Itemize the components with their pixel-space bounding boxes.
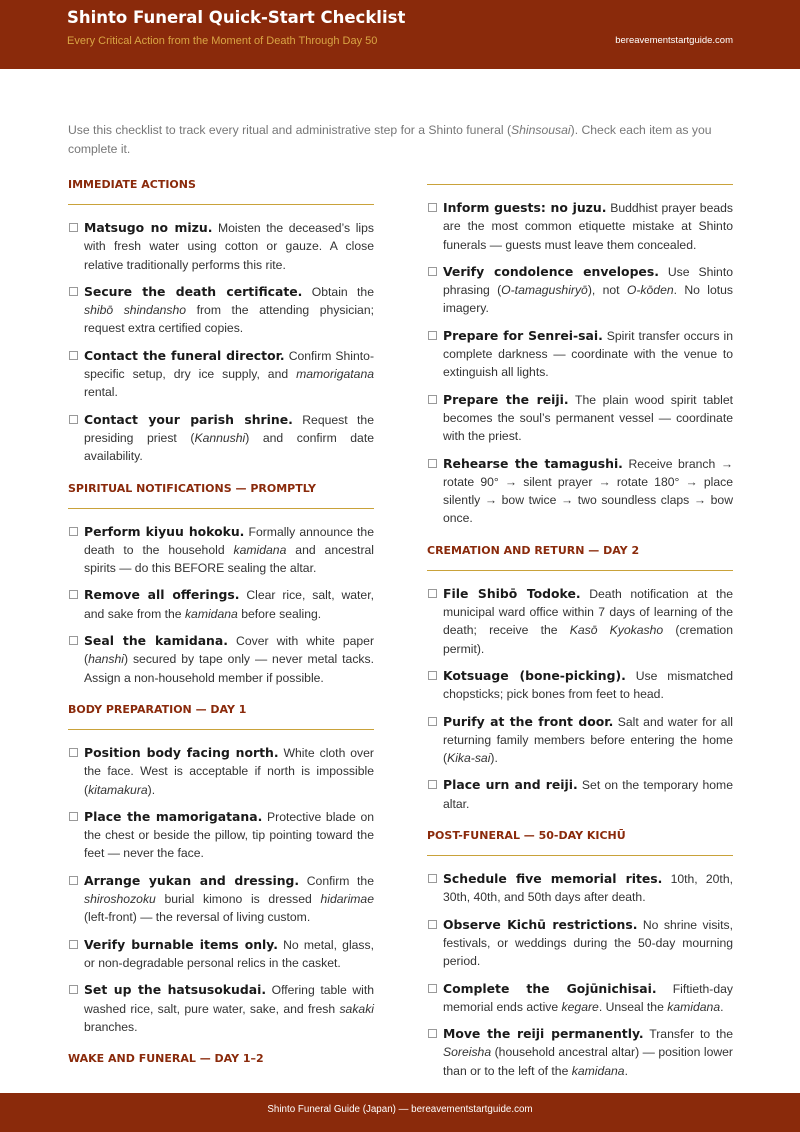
checkbox[interactable] bbox=[428, 920, 437, 929]
item-title: Position body facing north. bbox=[84, 744, 279, 760]
item-term: kamidana bbox=[184, 606, 238, 621]
checkbox[interactable] bbox=[69, 636, 78, 645]
checkbox[interactable] bbox=[428, 267, 437, 276]
item-term: Kannushi bbox=[194, 430, 246, 445]
intro-text bbox=[68, 121, 732, 159]
page-subtitle: Every Critical Action from the Moment of Death Through Day 50 bbox=[67, 35, 378, 47]
page-title: Shinto Funeral Quick-Start Checklist bbox=[67, 8, 406, 27]
item-text: White cloth over the face. West is acceptable if north is impossible ( bbox=[84, 745, 374, 797]
item-text: 10th, 20th, 30th, 40th, and 50th days after death. bbox=[443, 872, 733, 905]
item-title: Arrange yukan and dressing. bbox=[84, 872, 300, 888]
item-term: kitamakura bbox=[88, 782, 148, 797]
checklist-item bbox=[68, 347, 374, 402]
checklist-item bbox=[427, 870, 733, 907]
checklist-item bbox=[68, 283, 374, 338]
item-term: Kasō Kyokasho bbox=[569, 623, 664, 638]
checkbox[interactable] bbox=[428, 984, 437, 993]
item-text: Offering table with washed rice, salt, pure water, sake, and fresh bbox=[84, 983, 374, 1016]
section-divider bbox=[68, 729, 374, 730]
checkbox[interactable] bbox=[69, 940, 78, 949]
left-column bbox=[68, 178, 374, 1082]
item-title: Complete the Gojūnichisai. bbox=[443, 980, 657, 996]
item-text: . bbox=[720, 999, 724, 1014]
checkbox[interactable] bbox=[69, 590, 78, 599]
item-title: Seal the kamidana. bbox=[84, 633, 228, 649]
item-title: Perform kiyuu hokoku. bbox=[84, 523, 245, 539]
item-title: Place the mamorigatana. bbox=[84, 808, 263, 824]
item-text: Obtain the bbox=[311, 284, 374, 299]
checkbox[interactable] bbox=[69, 351, 78, 360]
checklist-section bbox=[427, 544, 733, 813]
checkbox[interactable] bbox=[69, 223, 78, 232]
checklist-item bbox=[68, 808, 374, 863]
checkbox[interactable] bbox=[69, 985, 78, 994]
checkbox[interactable] bbox=[428, 395, 437, 404]
item-title: Observe Kichū restrictions. bbox=[443, 916, 638, 932]
item-text: Use this checklist to track every ritual and administrative step for a Shinto funeral ( bbox=[68, 123, 512, 137]
item-title: Verify condolence envelopes. bbox=[443, 263, 659, 279]
section-title: WAKE AND FUNERAL — DAY 1–2 bbox=[68, 1052, 264, 1066]
item-title: Secure the death certificate. bbox=[84, 283, 303, 299]
item-text: . Unseal the bbox=[598, 999, 668, 1014]
site-url[interactable]: bereavementstartguide.com bbox=[615, 35, 733, 46]
checklist-item bbox=[68, 586, 374, 623]
item-text: from the attending physician; request extra certified copies. bbox=[84, 303, 374, 336]
item-term: kegare bbox=[561, 999, 599, 1014]
checkbox[interactable] bbox=[428, 589, 437, 598]
item-text: Receive branch → rotate 90° → silent prayer → rotate 180° → place silently → bow twice → two soundless claps → bow once. bbox=[443, 456, 734, 526]
checklist-item bbox=[68, 981, 374, 1036]
item-term: kamidana bbox=[233, 542, 287, 557]
section-divider bbox=[427, 855, 733, 856]
item-text: (left-front) — the reversal of living custom. bbox=[84, 910, 311, 925]
checklist-item bbox=[427, 667, 733, 704]
item-text: ). bbox=[490, 751, 498, 766]
section-divider bbox=[427, 570, 733, 571]
item-text: Formally announce the death to the household bbox=[84, 524, 374, 557]
checklist-section bbox=[68, 482, 374, 687]
checkbox[interactable] bbox=[428, 671, 437, 680]
checklist-item bbox=[427, 776, 733, 813]
checkbox[interactable] bbox=[69, 876, 78, 885]
item-text: Moisten the deceased’s lips with fresh water using cotton or gauze. A close relative traditionally performs this rite. bbox=[84, 221, 374, 272]
section-title: SPIRITUAL NOTIFICATIONS — PROMPTLY bbox=[68, 481, 316, 495]
item-term: sakaki bbox=[339, 1001, 374, 1016]
item-title: Remove all offerings. bbox=[84, 587, 240, 603]
section-divider bbox=[68, 204, 374, 205]
item-text: Buddhist prayer beads are the most common etiquette mistake at Shinto funerals — guests must leave them concealed. bbox=[443, 201, 733, 252]
item-text: ) secured by tape only — never metal tacks. Assign a non-household member if possible. bbox=[84, 652, 374, 685]
item-text: before sealing. bbox=[237, 606, 322, 621]
item-text: burial kimono is dressed bbox=[155, 892, 321, 907]
item-title: Verify burnable items only. bbox=[84, 936, 278, 952]
item-term: Shinsousai bbox=[511, 123, 571, 137]
item-title: Purify at the front door. bbox=[443, 713, 614, 729]
checklist-item bbox=[68, 411, 374, 466]
checklist-section bbox=[68, 1052, 374, 1066]
checklist-item bbox=[68, 523, 374, 578]
checkbox[interactable] bbox=[428, 1029, 437, 1038]
item-title: Place urn and reiji. bbox=[443, 777, 578, 793]
checklist-item bbox=[427, 263, 733, 318]
section-title: POST-FUNERAL — 50-DAY KICHŪ bbox=[427, 829, 626, 843]
checklist-item bbox=[68, 936, 374, 973]
item-text: Salt and water for all returning family members before entering the home ( bbox=[443, 714, 733, 766]
item-term: hanshi bbox=[88, 652, 124, 667]
item-text: Protective blade on the chest or beside the pillow, tip pointing toward the feet — never the face. bbox=[84, 809, 375, 861]
item-text: Use Shinto phrasing ( bbox=[443, 264, 734, 298]
checklist-section bbox=[427, 184, 733, 528]
item-text: ) and confirm date availability. bbox=[84, 430, 374, 464]
item-text: . No lotus imagery. bbox=[443, 283, 733, 316]
item-text: (cremation permit). bbox=[443, 623, 733, 656]
checkbox[interactable] bbox=[428, 331, 437, 340]
checkbox[interactable] bbox=[69, 748, 78, 757]
checkbox[interactable] bbox=[428, 203, 437, 212]
checklist-item bbox=[68, 632, 374, 687]
item-text: branches. bbox=[84, 1019, 138, 1034]
item-text: ). bbox=[147, 782, 156, 797]
checklist-item bbox=[427, 1025, 733, 1080]
checkbox[interactable] bbox=[428, 874, 437, 883]
item-term: Kika-sai bbox=[447, 751, 491, 766]
section-title: IMMEDIATE ACTIONS bbox=[68, 178, 196, 191]
item-text: The plain wood spirit tablet becomes the soul’s permanent vessel — coordinate with the priest. bbox=[443, 392, 733, 444]
checkbox[interactable] bbox=[69, 415, 78, 424]
checkbox[interactable] bbox=[69, 812, 78, 821]
checklist-item bbox=[427, 455, 733, 528]
checklist-item bbox=[427, 391, 733, 446]
item-text: Spirit transfer occurs in complete darkness — coordinate with the venue to extinguish all lights. bbox=[443, 328, 733, 380]
item-title: Contact your parish shrine. bbox=[84, 411, 293, 427]
section-title: BODY PREPARATION — DAY 1 bbox=[68, 702, 247, 716]
checkbox[interactable] bbox=[69, 287, 78, 296]
item-text: and ancestral spirits — do this BEFORE sealing the altar. bbox=[84, 542, 374, 576]
item-text: ), not bbox=[587, 283, 627, 298]
item-term: shiroshozoku bbox=[84, 892, 156, 907]
item-title: Schedule five memorial rites. bbox=[443, 871, 663, 887]
item-title: Prepare for Senrei-sai. bbox=[443, 327, 603, 343]
item-term: shibō shindansho bbox=[84, 303, 187, 318]
item-text: Cover with white paper ( bbox=[84, 634, 375, 667]
checklist-item bbox=[427, 199, 733, 254]
section-title: CREMATION AND RETURN — DAY 2 bbox=[427, 543, 640, 557]
checklist-section bbox=[68, 703, 374, 1036]
item-text: Fiftieth-day memorial ends active bbox=[443, 981, 733, 1014]
item-title: Set up the hatsusokudai. bbox=[84, 982, 267, 998]
item-term: mamorigatana bbox=[296, 367, 374, 382]
item-term: O-tamagushiryō bbox=[501, 283, 588, 298]
checklist-item bbox=[68, 219, 374, 274]
checklist-item bbox=[68, 744, 374, 799]
checklist-item bbox=[427, 327, 733, 382]
item-title: Kotsuage (bone-picking). bbox=[443, 667, 626, 683]
checklist-section bbox=[427, 829, 733, 1080]
item-title: Matsugo no mizu. bbox=[84, 220, 213, 235]
item-text: No metal, glass, or non-degradable personal relics in the casket. bbox=[84, 937, 375, 970]
page-footer bbox=[0, 1093, 800, 1132]
item-text: No shrine visits, festivals, or weddings during the 50-day mourning period. bbox=[443, 917, 733, 969]
checklist-item bbox=[68, 872, 374, 927]
item-title: Contact the funeral director. bbox=[84, 347, 285, 363]
item-term: kamidana bbox=[571, 1063, 625, 1078]
item-title: Move the reiji permanently. bbox=[443, 1026, 644, 1042]
checkbox[interactable] bbox=[428, 780, 437, 789]
item-text: Death notification at the municipal ward office within 7 days of learning of the death; receive the bbox=[443, 586, 733, 638]
item-term: hidarimae bbox=[320, 892, 374, 907]
item-text: Transfer to the bbox=[649, 1027, 733, 1042]
item-text: Request the presiding priest ( bbox=[84, 412, 374, 445]
checklist-section bbox=[68, 178, 374, 466]
footer-text: Shinto Funeral Guide (Japan) — bereavementstartguide.com bbox=[267, 1104, 533, 1115]
section-divider bbox=[427, 184, 733, 185]
item-text: ). Check each item as you complete it. bbox=[68, 123, 712, 156]
item-title: File Shibō Todoke. bbox=[443, 585, 581, 601]
right-column bbox=[427, 178, 733, 1096]
checkbox[interactable] bbox=[69, 527, 78, 536]
item-text: Clear rice, salt, water, and sake from the bbox=[84, 588, 374, 621]
item-text: Set on the temporary home altar. bbox=[443, 778, 733, 811]
checkbox[interactable] bbox=[428, 717, 437, 726]
item-text: Confirm the bbox=[306, 873, 374, 888]
item-text: (household ancestral altar) — position lower than or to the left of the bbox=[443, 1045, 733, 1078]
item-title: Rehearse the tamagushi. bbox=[443, 455, 623, 471]
item-term: O-kōden bbox=[626, 283, 674, 298]
item-text: Use mismatched chopsticks; pick bones from feet to head. bbox=[443, 668, 733, 702]
item-text: rental. bbox=[84, 385, 118, 400]
checkbox[interactable] bbox=[428, 459, 437, 468]
checklist-item bbox=[427, 713, 733, 768]
item-term: kamidana bbox=[667, 999, 721, 1014]
checklist-item bbox=[427, 980, 733, 1017]
checklist-item bbox=[427, 585, 733, 658]
item-text: Confirm Shinto-specific setup, dry ice supply, and bbox=[84, 348, 375, 382]
item-text: . bbox=[624, 1063, 628, 1078]
item-title: Inform guests: no juzu. bbox=[443, 200, 607, 215]
checklist-item bbox=[427, 916, 733, 971]
page-header bbox=[0, 0, 800, 69]
section-divider bbox=[68, 508, 374, 509]
item-term: Soreisha bbox=[443, 1045, 492, 1060]
item-title: Prepare the reiji. bbox=[443, 391, 569, 407]
